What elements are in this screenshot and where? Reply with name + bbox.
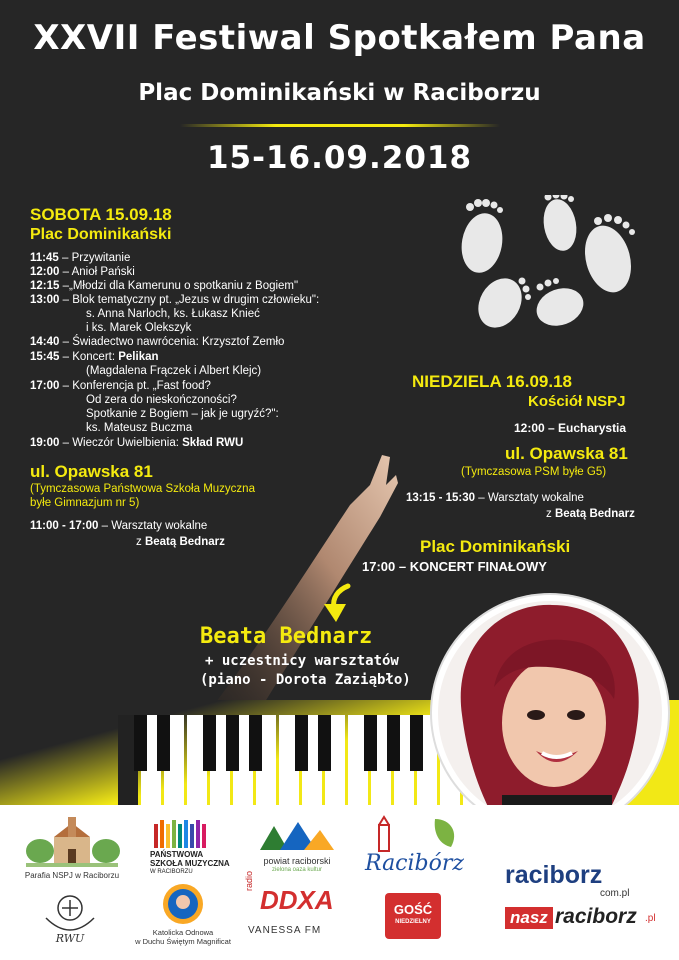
raciborz-script: Racibórz xyxy=(365,851,464,876)
title-divider xyxy=(180,124,500,127)
schedule-item: 17:00 – Konferencja pt. „Fast food? xyxy=(30,380,211,392)
parafia-label: Parafia NSPJ w Raciborzu xyxy=(24,871,120,880)
niedzielny-word: NIEDZIELNY xyxy=(395,919,431,925)
powiat-label: powiat raciborski xyxy=(263,856,331,866)
katolicka-odnowa-logo xyxy=(128,882,238,954)
radio-ddxa-word: DDXA xyxy=(260,885,334,915)
church-icon xyxy=(20,815,124,869)
schedule-item: 12:00 – Anioł Pański xyxy=(30,266,135,278)
raciborz-com-logo xyxy=(505,862,665,902)
festival-subtitle: Plac Dominikański w Raciborzu xyxy=(138,80,541,106)
sunday-opawska-note: (Tymczasowa PSM byłe G5) xyxy=(461,466,607,478)
artist-line2: + uczestnicy warsztatów xyxy=(205,653,399,669)
artist-line3: (piano - Dorota Zaziąbło) xyxy=(200,672,411,688)
praying-hands-icon xyxy=(40,888,100,936)
szkola-line3: W RACIBORZU xyxy=(150,869,193,875)
rwu-label: RWU xyxy=(55,932,85,945)
final-concert: 17:00 – KONCERT FINAŁOWY xyxy=(362,559,547,574)
sunday-workshop-person: z Beatą Bednarz xyxy=(546,508,635,520)
schedule-item-cont: ks. Mateusz Buczma xyxy=(86,422,193,434)
com-pl-suffix: com.pl xyxy=(600,888,630,899)
artist-portrait xyxy=(432,595,668,831)
saturday-opawska-heading: ul. Opawska 81 xyxy=(30,462,153,481)
powiat-emblem-icon xyxy=(254,820,340,854)
radio-vanessa-word: VANESSA FM xyxy=(248,925,322,936)
footprints-graphic xyxy=(440,195,650,335)
szkola-line2: SZKOŁA MUZYCZNA xyxy=(150,859,230,868)
artist-name: Beata Bednarz xyxy=(200,624,373,649)
rwu-logo xyxy=(40,888,100,950)
powiat-logo xyxy=(254,820,340,876)
parafia-logo xyxy=(20,815,124,883)
gosc-niedzielny-logo xyxy=(385,893,441,939)
schedule-item: 14:40 – Świadectwo nawrócenia: Krzysztof Zemło xyxy=(30,336,285,348)
schedule-item-cont: s. Anna Narloch, ks. Łukasz Knieć xyxy=(86,308,260,320)
schedule-item: 12:15 –„Młodzi dla Kamerunu o spotkaniu z Bogiem" xyxy=(30,280,299,292)
schedule-item: 19:00 – Wieczór Uwielbienia: Skład RWU xyxy=(30,437,244,449)
raciborz-emblem-icon xyxy=(365,815,465,855)
schedule-item-cont: i ks. Marek Olekszyk xyxy=(86,322,192,334)
saturday-workshop-person: z Beatą Bednarz xyxy=(136,536,225,548)
sunday-place: Kościół NSPJ xyxy=(528,393,626,410)
saturday-opawska-note: (Tymczasowa Państwowa Szkoła Muzyczna xyxy=(30,483,255,495)
curved-arrow-icon xyxy=(318,582,358,626)
raciborz-city-logo xyxy=(365,815,465,880)
saturday-heading: SOBOTA 15.09.18 xyxy=(30,205,172,224)
nasz-pl-suffix: .pl xyxy=(645,913,656,924)
szkola-line1: PAŃSTWOWA xyxy=(150,850,204,859)
music-bars-icon xyxy=(150,818,230,848)
sunday-opawska-heading: ul. Opawska 81 xyxy=(505,444,628,463)
festival-title: XXVII Festiwal Spotkałem Pana xyxy=(33,18,646,58)
saturday-workshop: 11:00 - 17:00 – Warsztaty wokalne xyxy=(30,520,208,532)
saturday-place: Plac Dominikański xyxy=(30,226,172,243)
sunday-heading: NIEDZIELA 16.09.18 xyxy=(412,372,572,391)
powiat-tagline: zielona oaza kultur xyxy=(271,867,323,873)
raciborz-com-word: raciborz xyxy=(505,861,603,889)
nasz-raciborz-word: raciborz xyxy=(555,905,637,928)
schedule-item-cont: Od zera do nieskończoności? xyxy=(86,394,237,406)
saturday-opawska-note2: byłe Gimnazjum nr 5) xyxy=(30,497,140,509)
portrait-photo xyxy=(432,595,668,831)
schedule-item: 15:45 – Koncert: Pelikan xyxy=(30,351,159,363)
nasz-word: nasz xyxy=(505,907,553,929)
sunday-eucharist: 12:00 – Eucharystia xyxy=(514,421,627,435)
schedule-item-cont: Spotkanie z Bogiem – jak je ugryźć?": xyxy=(86,408,279,420)
radio-word: radio xyxy=(244,870,254,891)
nasz-raciborz-logo xyxy=(505,905,675,939)
schedule-item: 11:45 – Przywitanie xyxy=(30,252,131,264)
schedule-item: 13:00 – Blok tematyczny pt. „Jezus w drugim człowieku": xyxy=(30,294,320,306)
schedule-item-cont: (Magdalena Frączek i Albert Klejc) xyxy=(86,365,262,377)
sunday-workshop: 13:15 - 15:30 – Warsztaty wokalne xyxy=(406,492,584,504)
final-place: Plac Dominikański xyxy=(420,537,571,556)
katolicka-line1: Katolicka Odnowa xyxy=(152,928,214,937)
gosc-word: GOŚĆ xyxy=(393,902,433,917)
festival-dates: 15-16.09.2018 xyxy=(206,140,473,176)
madonna-icon xyxy=(128,882,238,926)
katolicka-line2: w Duchu Świętym Magnificat xyxy=(135,937,231,946)
szkola-logo xyxy=(150,818,230,878)
